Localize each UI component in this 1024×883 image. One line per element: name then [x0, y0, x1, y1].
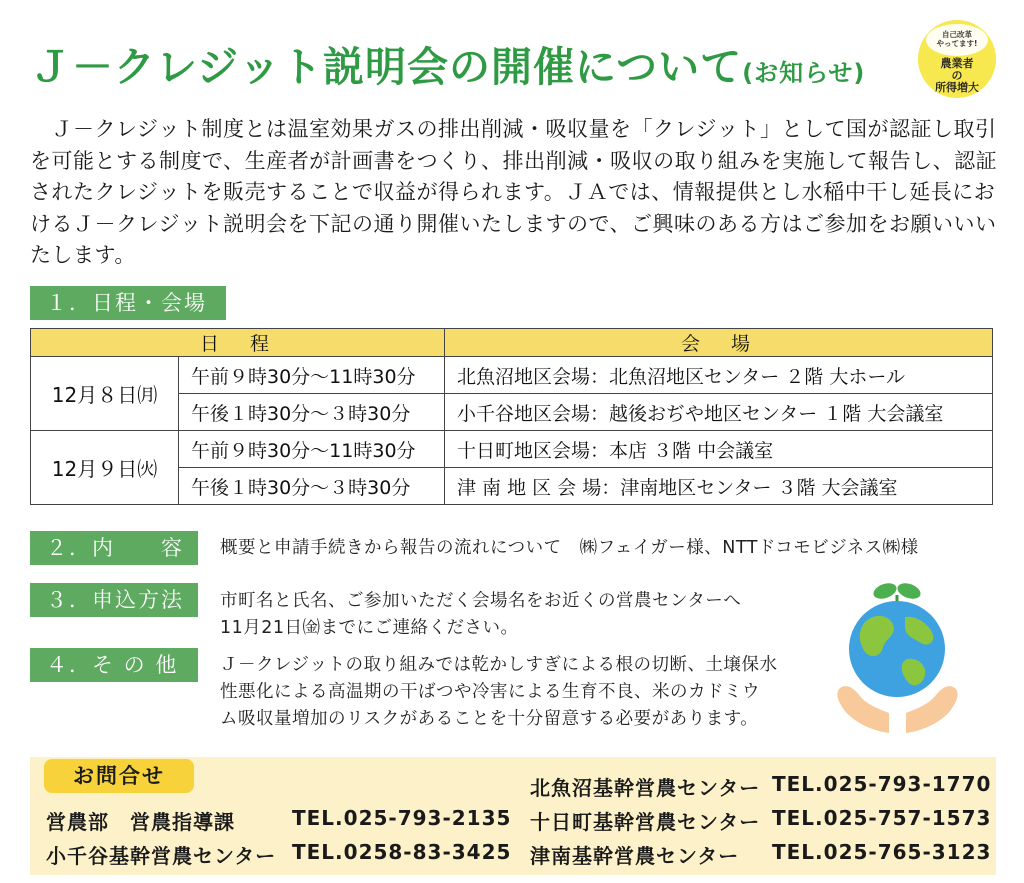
title-suffix: (お知らせ) [742, 59, 866, 87]
section-tag-other: ４．そ の 他 [30, 648, 198, 682]
badge-bottom-text: 農業者 の 所得増大 [935, 57, 979, 94]
header-venue: 会 場 [445, 329, 993, 357]
contact-name: 十日町基幹営農センター [530, 810, 761, 834]
table-header-row [31, 329, 993, 357]
contact-tel: TEL.025-793-1770 [772, 772, 992, 796]
venue-cell: 小千谷地区会場：越後おぢや地区センター １階 大会議室 [445, 394, 993, 431]
page-title [30, 34, 865, 93]
self-reform-badge [918, 20, 996, 98]
venue-cell: 十日町地区会場：本店 ３階 中会議室 [445, 431, 993, 468]
contact-name: 小千谷基幹営農センター [46, 844, 277, 868]
other-line-3: ム吸収量増加のリスクがあることを十分留意する必要があります。 [220, 709, 759, 729]
section-tag-schedule: １．日程・会場 [30, 286, 226, 320]
venue-cell: 津 南 地 区 会 場：津南地区センター ３階 大会議室 [445, 468, 993, 505]
other-line-1: Ｊ－クレジットの取り組みでは乾かしすぎによる根の切断、土壌保水 [220, 655, 778, 675]
table-row [31, 431, 993, 468]
contact-name: 北魚沼基幹営農センター [530, 776, 761, 800]
contact-name: 津南基幹営農センター [530, 844, 740, 868]
contact-tel: TEL.025-765-3123 [772, 840, 992, 864]
apply-text [220, 588, 741, 642]
date-cell: 12月８日㈪ [31, 357, 179, 431]
table-row [31, 357, 993, 394]
time-cell: 午後１時30分～３時30分 [179, 468, 445, 505]
date-cell: 12月９日㈫ [31, 431, 179, 505]
section-tag-apply: ３．申込方法 [30, 583, 198, 617]
other-line-2: 性悪化による高温期の干ばつや冷害による生育不良、米のカドミウ [220, 682, 760, 702]
earth-in-hands-icon [835, 577, 960, 737]
intro-paragraph: Ｊ－クレジット制度とは温室効果ガスの排出削減・吸収量を「クレジット」として国が認証し取引を可能とする制度で、生産者が計画書をつくり、排出削減・吸収の取り組みを実施して報告し、認証されたクレジットを販売することで収益が得られます。ＪＡでは、情報提供とし水稲中干し延長におけるＪ－クレジット説明会を下記の通り開催いたしますので、ご興味のある方はご参加をお願いいいたします。 [30, 117, 998, 267]
title-main: Ｊ－クレジット説明会の開催について [30, 43, 743, 91]
time-cell: 午前９時30分～11時30分 [179, 357, 445, 394]
time-cell: 午前９時30分～11時30分 [179, 431, 445, 468]
schedule-table [30, 328, 993, 505]
contact-tel: TEL.0258-83-3425 [292, 840, 512, 864]
content-text: 概要と申請手続きから報告の流れについて ㈱フェイガー様、NTTドコモビジネス㈱様 [220, 538, 919, 558]
header-schedule: 日 程 [31, 329, 445, 357]
contact-tel: TEL.025-793-2135 [292, 806, 512, 830]
venue-cell: 北魚沼地区会場：北魚沼地区センター ２階 大ホール [445, 357, 993, 394]
badge-top-text: 自己改革 やってます! [926, 24, 988, 56]
contact-tag: お問合せ [44, 759, 194, 793]
apply-line-2: 11月21日㈮までにご連絡ください。 [220, 618, 519, 638]
contact-name: 営農部 営農指導課 [46, 810, 235, 834]
other-text [220, 652, 778, 733]
time-cell: 午後１時30分～３時30分 [179, 394, 445, 431]
section-tag-content: ２．内 容 [30, 531, 198, 565]
contact-tel: TEL.025-757-1573 [772, 806, 992, 830]
apply-line-1: 市町名と氏名、ご参加いただく会場名をお近くの営農センターへ [220, 591, 742, 611]
